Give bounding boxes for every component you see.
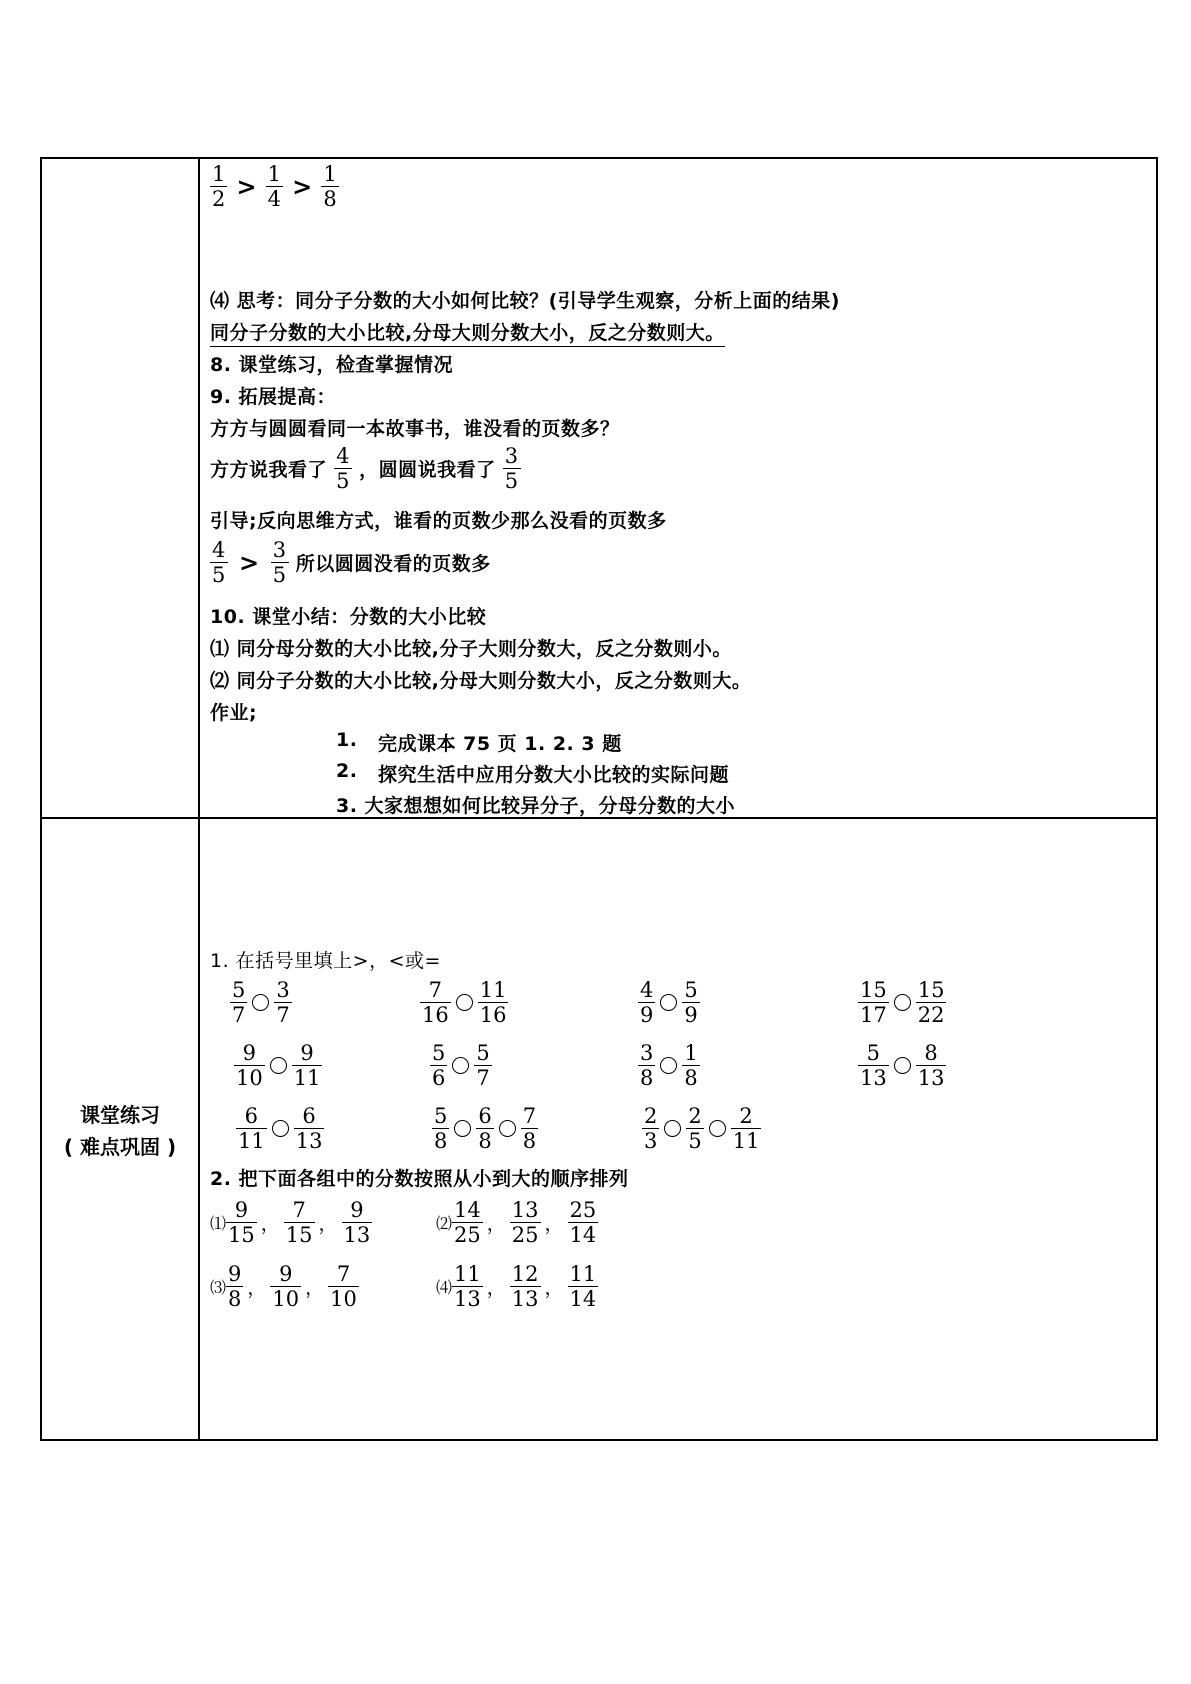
conclusion-line bbox=[210, 538, 491, 587]
numerator: 2 bbox=[688, 1104, 702, 1128]
denominator: 13 bbox=[860, 1066, 887, 1090]
fraction bbox=[230, 978, 247, 1027]
fraction bbox=[236, 1104, 267, 1153]
denominator: 16 bbox=[479, 1003, 507, 1027]
fraction bbox=[568, 1198, 599, 1247]
comparison-item bbox=[236, 1104, 324, 1153]
comma-separator: ， bbox=[305, 1277, 325, 1299]
fraction bbox=[510, 1198, 541, 1247]
answer-circle[interactable] bbox=[452, 1057, 469, 1074]
answer-circle[interactable] bbox=[499, 1120, 516, 1137]
conclusion-text: 所以圆圆没看的页数多 bbox=[295, 553, 491, 575]
numerator: 2 bbox=[739, 1104, 753, 1128]
numerator: 8 bbox=[924, 1041, 938, 1065]
comma-separator: ， bbox=[247, 1277, 267, 1299]
exercise-1-title: 1. 在括号里填上>，<或= bbox=[210, 950, 441, 972]
answer-circle[interactable] bbox=[664, 1120, 681, 1137]
numerator: 11 bbox=[454, 1262, 481, 1286]
numerator: 9 bbox=[228, 1262, 242, 1286]
numerator: 12 bbox=[511, 1262, 539, 1286]
denominator: 8 bbox=[640, 1066, 654, 1090]
denominator: 13 bbox=[917, 1066, 945, 1090]
fraction bbox=[274, 978, 291, 1027]
numerator: 11 bbox=[479, 978, 507, 1002]
fraction bbox=[682, 1041, 699, 1090]
homework-1-number: 1. bbox=[336, 729, 358, 751]
denominator: 7 bbox=[476, 1066, 490, 1090]
numerator: 9 bbox=[350, 1198, 364, 1222]
fraction bbox=[682, 978, 699, 1027]
homework-2-number: 2. bbox=[336, 760, 358, 782]
denominator: 16 bbox=[422, 1003, 449, 1027]
section-label-line1: 课堂练习 bbox=[80, 1103, 160, 1127]
fraction: $\frac{1}{4}$ bbox=[267, 162, 282, 211]
numerator: 6 bbox=[478, 1104, 492, 1128]
top-fraction-chain bbox=[210, 162, 339, 211]
numerator: 9 bbox=[242, 1041, 257, 1065]
numerator: 3 bbox=[276, 978, 290, 1002]
fangfang-text-a: 方方说我看了 bbox=[210, 459, 328, 481]
denominator: 10 bbox=[236, 1066, 263, 1090]
numerator: 5 bbox=[476, 1041, 490, 1065]
fraction bbox=[234, 1041, 265, 1090]
summary-1: ⑴ 同分母分数的大小比较,分子大则分数大，反之分数则小。 bbox=[210, 638, 732, 660]
numerator: 5 bbox=[434, 1104, 448, 1128]
denominator: 13 bbox=[454, 1287, 481, 1311]
ordering-group bbox=[210, 1198, 372, 1247]
numerator: 9 bbox=[300, 1041, 314, 1065]
denominator: 15 bbox=[285, 1223, 313, 1247]
group-label: ⑷ bbox=[436, 1278, 453, 1297]
numerator: 6 bbox=[302, 1104, 316, 1128]
comparison-item bbox=[642, 1104, 761, 1153]
numerator: 13 bbox=[511, 1198, 539, 1222]
answer-circle[interactable] bbox=[252, 994, 269, 1011]
comparison-item bbox=[430, 1041, 492, 1090]
homework-3: 3. 大家想想如何比较异分子，分母分数的大小 bbox=[336, 795, 736, 817]
comma-separator: ， bbox=[260, 1213, 280, 1235]
comma-separator: ， bbox=[486, 1213, 506, 1235]
numerator: 25 bbox=[569, 1198, 597, 1222]
denominator: 11 bbox=[238, 1129, 265, 1153]
fraction bbox=[292, 1041, 323, 1090]
denominator: 7 bbox=[276, 1003, 290, 1027]
fraction bbox=[638, 1041, 655, 1090]
comma-separator: ， bbox=[318, 1213, 338, 1235]
fraction bbox=[642, 1104, 659, 1153]
numerator: 7 bbox=[428, 978, 443, 1002]
exercise-2-title: 2. 把下面各组中的分数按照从小到大的顺序排列 bbox=[210, 1168, 629, 1190]
fraction bbox=[342, 1198, 373, 1247]
numerator: 15 bbox=[860, 978, 887, 1002]
group-label: ⑶ bbox=[210, 1278, 227, 1297]
numerator: 3 bbox=[640, 1041, 654, 1065]
numerator: 9 bbox=[234, 1198, 249, 1222]
denominator: 25 bbox=[511, 1223, 539, 1247]
item-9: 9. 拓展提高： bbox=[210, 386, 337, 408]
section-label-line2: ( 难点巩固 ) bbox=[63, 1135, 177, 1159]
answer-circle[interactable] bbox=[709, 1120, 726, 1137]
fraction bbox=[452, 1198, 483, 1247]
denominator: 10 bbox=[272, 1287, 300, 1311]
denominator: 10 bbox=[330, 1287, 357, 1311]
comparison-item bbox=[858, 1041, 946, 1090]
denominator: 8 bbox=[478, 1129, 492, 1153]
comparison-item bbox=[234, 1041, 322, 1090]
denominator: 17 bbox=[860, 1003, 887, 1027]
answer-circle[interactable] bbox=[270, 1057, 287, 1074]
denominator: 15 bbox=[228, 1223, 255, 1247]
comparison-item bbox=[230, 978, 292, 1027]
denominator: 5 bbox=[688, 1129, 702, 1153]
fraction bbox=[430, 1041, 447, 1090]
fraction bbox=[858, 1041, 889, 1090]
numerator: 15 bbox=[917, 978, 945, 1002]
answer-circle[interactable] bbox=[272, 1120, 289, 1137]
fraction bbox=[638, 978, 655, 1027]
item-10: 10. 课堂小结：分数的大小比较 bbox=[210, 606, 487, 628]
think-question: ⑷ 思考：同分子分数的大小如何比较？(引导学生观察，分析上面的结果) bbox=[210, 290, 840, 312]
numerator: 4 bbox=[640, 978, 654, 1002]
denominator: 3 bbox=[644, 1129, 658, 1153]
denominator: 8 bbox=[684, 1066, 698, 1090]
fraction bbox=[476, 1104, 493, 1153]
fraction bbox=[858, 978, 889, 1027]
numerator: 1 bbox=[684, 1041, 698, 1065]
homework-1: 完成课本 75 页 1. 2. 3 题 bbox=[378, 733, 622, 755]
fraction bbox=[294, 1104, 325, 1153]
fraction: $\frac{3}{5}$ bbox=[272, 538, 287, 587]
answer-circle[interactable] bbox=[456, 994, 473, 1011]
ordering-group bbox=[210, 1262, 359, 1311]
fraction bbox=[521, 1104, 538, 1153]
denominator: 9 bbox=[684, 1003, 698, 1027]
numerator: 5 bbox=[232, 978, 246, 1002]
answer-circle[interactable] bbox=[454, 1120, 471, 1137]
numerator: 14 bbox=[454, 1198, 481, 1222]
comparison-item bbox=[638, 1041, 700, 1090]
denominator: 13 bbox=[343, 1223, 371, 1247]
denominator: 11 bbox=[732, 1129, 760, 1153]
numerator: 9 bbox=[279, 1262, 293, 1286]
fraction bbox=[226, 1198, 257, 1247]
numerator: 7 bbox=[292, 1198, 306, 1222]
fraction bbox=[474, 1041, 491, 1090]
greater-than-sign: > bbox=[236, 172, 257, 201]
answer-circle[interactable] bbox=[660, 994, 677, 1011]
denominator: 8 bbox=[434, 1129, 448, 1153]
fraction bbox=[478, 978, 509, 1027]
homework-heading: 作业; bbox=[210, 702, 258, 724]
fraction bbox=[452, 1262, 483, 1311]
rule-text: 同分子分数的大小比较,分母大则分数大小，反之分数则大。 bbox=[210, 322, 725, 347]
rule-underlined bbox=[210, 318, 725, 345]
story-question: 方方与圆圆看同一本故事书，谁没看的页数多？ bbox=[210, 418, 620, 440]
fraction bbox=[420, 978, 451, 1027]
denominator: 13 bbox=[511, 1287, 539, 1311]
denominator: 6 bbox=[432, 1066, 446, 1090]
numerator: 6 bbox=[244, 1104, 259, 1128]
item-8: 8. 课堂练习，检查掌握情况 bbox=[210, 354, 454, 376]
fraction bbox=[686, 1104, 703, 1153]
section-label bbox=[42, 1099, 198, 1163]
denominator: 7 bbox=[232, 1003, 246, 1027]
numerator: 5 bbox=[432, 1041, 446, 1065]
numerator: 7 bbox=[336, 1262, 351, 1286]
denominator: 8 bbox=[228, 1287, 242, 1311]
denominator: 14 bbox=[569, 1223, 597, 1247]
fraction bbox=[284, 1198, 315, 1247]
denominator: 25 bbox=[454, 1223, 481, 1247]
numerator: 7 bbox=[522, 1104, 537, 1128]
numerator: 11 bbox=[569, 1262, 597, 1286]
greater-than-sign: > bbox=[239, 548, 260, 577]
fraction bbox=[510, 1262, 541, 1311]
fraction bbox=[568, 1262, 599, 1311]
denominator: 22 bbox=[917, 1003, 945, 1027]
numerator: 5 bbox=[866, 1041, 881, 1065]
group-label: ⑵ bbox=[436, 1214, 453, 1233]
fraction: $\frac{1}{2}$ bbox=[212, 162, 226, 211]
comparison-item bbox=[638, 978, 700, 1027]
fraction: $\frac{4}{5}$ bbox=[212, 538, 226, 587]
answer-circle[interactable] bbox=[894, 994, 911, 1011]
numerator: 5 bbox=[684, 978, 698, 1002]
fraction bbox=[270, 1262, 301, 1311]
comma-separator: ， bbox=[486, 1277, 506, 1299]
greater-than-sign: > bbox=[292, 172, 313, 201]
ordering-group bbox=[436, 1198, 598, 1247]
homework-2: 探究生活中应用分数大小比较的实际问题 bbox=[378, 764, 730, 786]
group-label: ⑴ bbox=[210, 1214, 227, 1233]
fraction bbox=[916, 1041, 947, 1090]
ordering-group bbox=[436, 1262, 598, 1311]
comparison-item bbox=[432, 1104, 538, 1153]
fraction bbox=[432, 1104, 449, 1153]
fangfang-text-b: ，圆圆说我看了 bbox=[359, 459, 496, 481]
denominator: 14 bbox=[569, 1287, 597, 1311]
fraction bbox=[916, 978, 947, 1027]
column-divider bbox=[198, 159, 200, 1439]
guide-line: 引导;反向思维方式，谁看的页数少那么没看的页数多 bbox=[210, 510, 667, 532]
denominator: 13 bbox=[295, 1129, 323, 1153]
answer-circle[interactable] bbox=[894, 1057, 911, 1074]
denominator: 11 bbox=[293, 1066, 321, 1090]
fraction: $\frac{4}{5}$ bbox=[336, 444, 351, 493]
fangfang-line bbox=[210, 444, 521, 493]
comma-separator: ， bbox=[544, 1213, 564, 1235]
comparison-item bbox=[858, 978, 946, 1027]
fraction bbox=[328, 1262, 359, 1311]
comma-separator: ， bbox=[544, 1277, 564, 1299]
numerator: 2 bbox=[644, 1104, 658, 1128]
summary-2: ⑵ 同分子分数的大小比较,分母大则分数大小，反之分数则大。 bbox=[210, 670, 752, 692]
fraction: $\frac{1}{8}$ bbox=[323, 162, 337, 211]
denominator: 9 bbox=[640, 1003, 654, 1027]
fraction bbox=[226, 1262, 243, 1311]
denominator: 8 bbox=[522, 1129, 537, 1153]
fraction bbox=[731, 1104, 762, 1153]
answer-circle[interactable] bbox=[660, 1057, 677, 1074]
fraction: $\frac{3}{5}$ bbox=[504, 444, 519, 493]
comparison-item bbox=[420, 978, 508, 1027]
